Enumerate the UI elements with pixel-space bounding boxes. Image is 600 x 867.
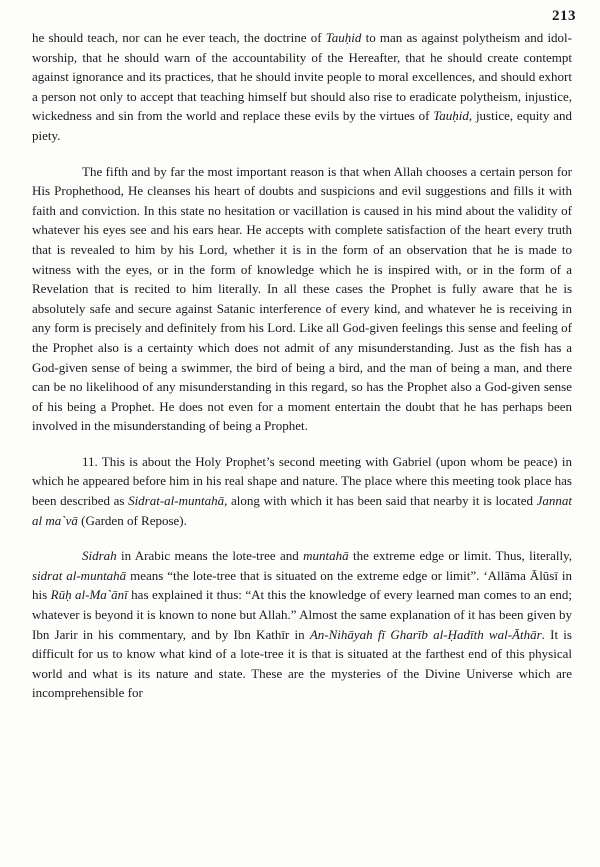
paragraph: Sidrah in Arabic means the lote-tree and muntahā the extreme edge or limit. Thus, literally, sidrat al-muntahā means “the lote-tree that is situated on the extreme edge or limit”. ‘Allāma Ālūsī in his Rūḥ al-Ma`ānī has explained it thus: “At this the knowledge of every learned man comes to an end; whatever is beyond it is known to none but Allah.” Almost the same explanation of it has been given by Ibn Jarir in his commentary, and by Ibn Kathīr in An-Nihāyah fī Gharīb al-Ḥadīth wal-Āthār. It is difficult for us to know what kind of a lote-tree it is that is situated at the farthest end of this physical world and what is its nature and state. These are the mysteries of the Divine Universe which are incomprehensible for [32,548,573,701]
paragraph: he should teach, nor can he ever teach, the doctrine of Tauḥid to man as against polytheism and idol-worship, that he should warn of the accountability of the Hereafter, that he should create contempt against ignorance and its practices, that he should invite people to moral excellences, and should exhort a person not only to accept that teaching himself but should also rise to eradicate polytheism, injustice, wickedness and sin from the world and replace these evils by the virtues of Tauḥid, justice, equity and piety. [32,30,572,143]
paragraph: 11. This is about the Holy Prophet’s second meeting with Gabriel (upon whom be peace) in which he appeared before him in his real shape and nature. The place where this meeting took place has been described as Sidrat-al-muntahā, along with which it has been said that nearby it is located Jannat al ma`vā (Garden of Repose). [32,453,572,528]
page-number: 213 [552,8,576,24]
paragraph: The fifth and by far the most important reason is that when Allah chooses a certain person for His Prophethood, He cleanses his heart of doubts and suspicions and evil suggestions and fills it with faith and conviction. In this state no hesitation or vacillation is caused in his mind about the validity of whatever his eyes see and his ears hear. He accepts with complete satisfaction of the heart every truth that is revealed to him by his Lord, whether it is in the form of an observation that he is made to witness with the eyes, or in the form of knowledge which he is inspired with, or in the form of a Revelation that is recited to him literally. In all these cases the Prophet is fully aware that he is absolutely safe and secure against Satanic interference of every kind, and whatever he is receiving in any form is precisely and definitely from his Lord. Like all God-given feelings this sense and feeling of the Prophet also is a certainty which does not admit of any misunderstanding. Just as the fish has a God-given sense of being a swimmer, the bird of being a bird, and the man of being a man, and there can be no likelihood of any misunderstanding in this regard, so has the Prophet also a God-given sense of his being a Prophet. He does not even for a moment entertain the doubt that he has perhaps been involved in the misunderstanding of being a Prophet. [32,163,572,434]
body-text [32,28,572,703]
